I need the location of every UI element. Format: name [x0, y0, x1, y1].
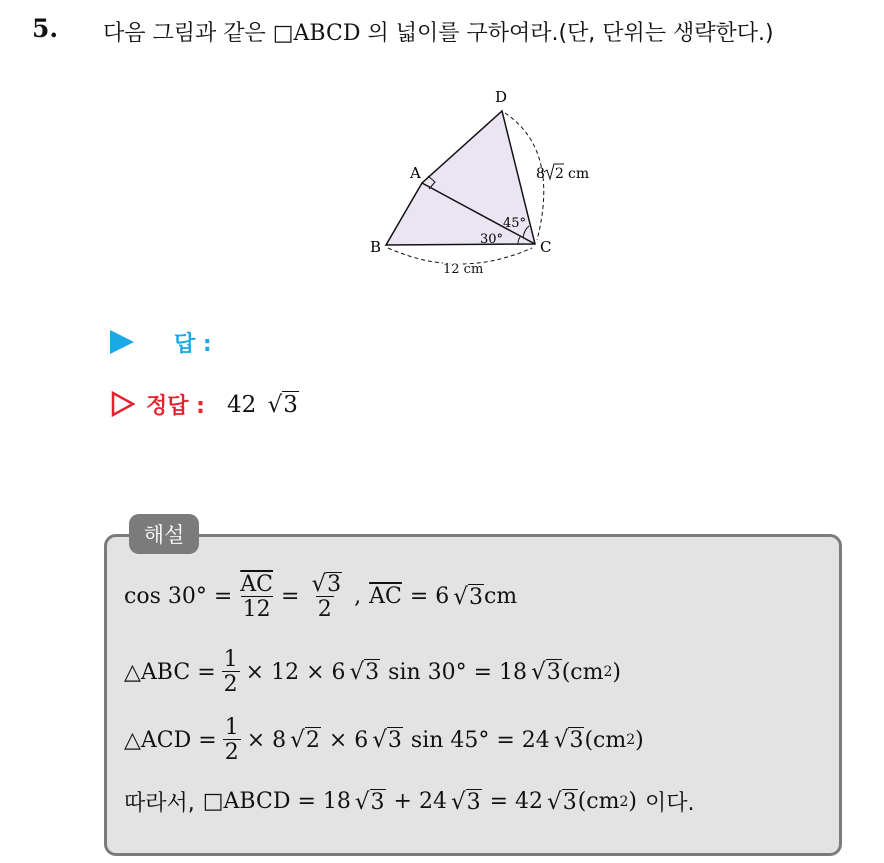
label-side-CD-rad: 2 [555, 166, 564, 182]
fraction-ac-12: $\frac{\overline{AC}}{12}$ [240, 571, 274, 622]
question-text-after: 의 넓이를 구하여라.(단, 단위는 생략한다.) [360, 21, 774, 46]
play-solid-icon [110, 330, 134, 354]
label-side-CD-coef: 8 [536, 166, 545, 182]
question-text-before: 다음 그림과 같은 [103, 21, 273, 46]
explanation-tab: 해설 [129, 514, 199, 554]
label-D: D [495, 88, 508, 106]
label-B: B [370, 238, 382, 256]
correct-answer-value [227, 391, 299, 418]
sqrt-symbol: √ 3 [349, 659, 380, 686]
explanation-line-4: 따라서, □ABCD = 18 √ 3 + 24 √ 3 = 42 √ 3 (cm 2 ) 이다. [124, 786, 694, 817]
fraction-half: $\frac{1}{2}$ [224, 715, 239, 766]
sqrt-symbol: √ 3 [553, 727, 584, 754]
line1-lhs: cos 30° = [124, 584, 233, 610]
fraction-half: $\frac{1}{2}$ [223, 647, 238, 698]
line3-lhs: △ACD = [124, 727, 217, 753]
question-number: 5. [32, 14, 59, 43]
answer-row [110, 322, 212, 362]
quadrilateral-figure [340, 80, 620, 290]
sqrt-symbol: √ 3 [354, 788, 385, 815]
sqrt-symbol: √ 3 [450, 788, 481, 815]
label-side-CD [536, 164, 589, 182]
label-side-BC: 12 cm [443, 262, 484, 277]
answer-label: 답 : [174, 331, 212, 357]
label-angle-30: 30° [480, 232, 504, 247]
shape-name: ABCD [293, 21, 361, 46]
sqrt-symbol: √ 2 [290, 727, 320, 754]
sqrt-symbol: √ 3 [547, 788, 577, 815]
explanation-line-2: △ABC = $\frac{1}{2}$ × 12 × 6 √ 3 sin 30° = 18 √ 3 (cm 2 ) [124, 647, 621, 698]
explanation-line-3: △ACD = $\frac{1}{2}$ × 8 √ 2 × 6 √ 3 sin 45° = 24 √ 3 (cm 2 ) [124, 715, 644, 766]
correct-answer-label: 정답 : [146, 393, 205, 419]
sqrt-symbol: √ 3 [267, 391, 298, 418]
label-side-CD-unit: cm [568, 166, 590, 182]
correct-answer-coef: 42 [226, 391, 257, 418]
label-A: A [410, 164, 421, 182]
play-outline-icon [110, 391, 136, 417]
line2-lhs: △ABC = [124, 659, 216, 685]
sqrt-symbol: √ 3 [531, 659, 561, 686]
fraction-root3-2: √ 3 2 [311, 571, 342, 623]
label-angle-45: 45° [503, 216, 527, 231]
sqrt-symbol: √ 3 [372, 727, 402, 754]
line4-prefix: 따라서, [124, 791, 195, 816]
correct-answer-row [110, 384, 299, 424]
square-symbol: □ [272, 21, 294, 46]
label-C: C [540, 238, 552, 256]
sqrt-symbol: √ 3 [453, 583, 483, 610]
question-text [103, 16, 774, 47]
explanation-line-1: cos 30° = $\frac{\overline{AC}}{12}$ = √ 3 2 , $\overline{AC}$ = 6 √ 3 cm [124, 571, 518, 623]
